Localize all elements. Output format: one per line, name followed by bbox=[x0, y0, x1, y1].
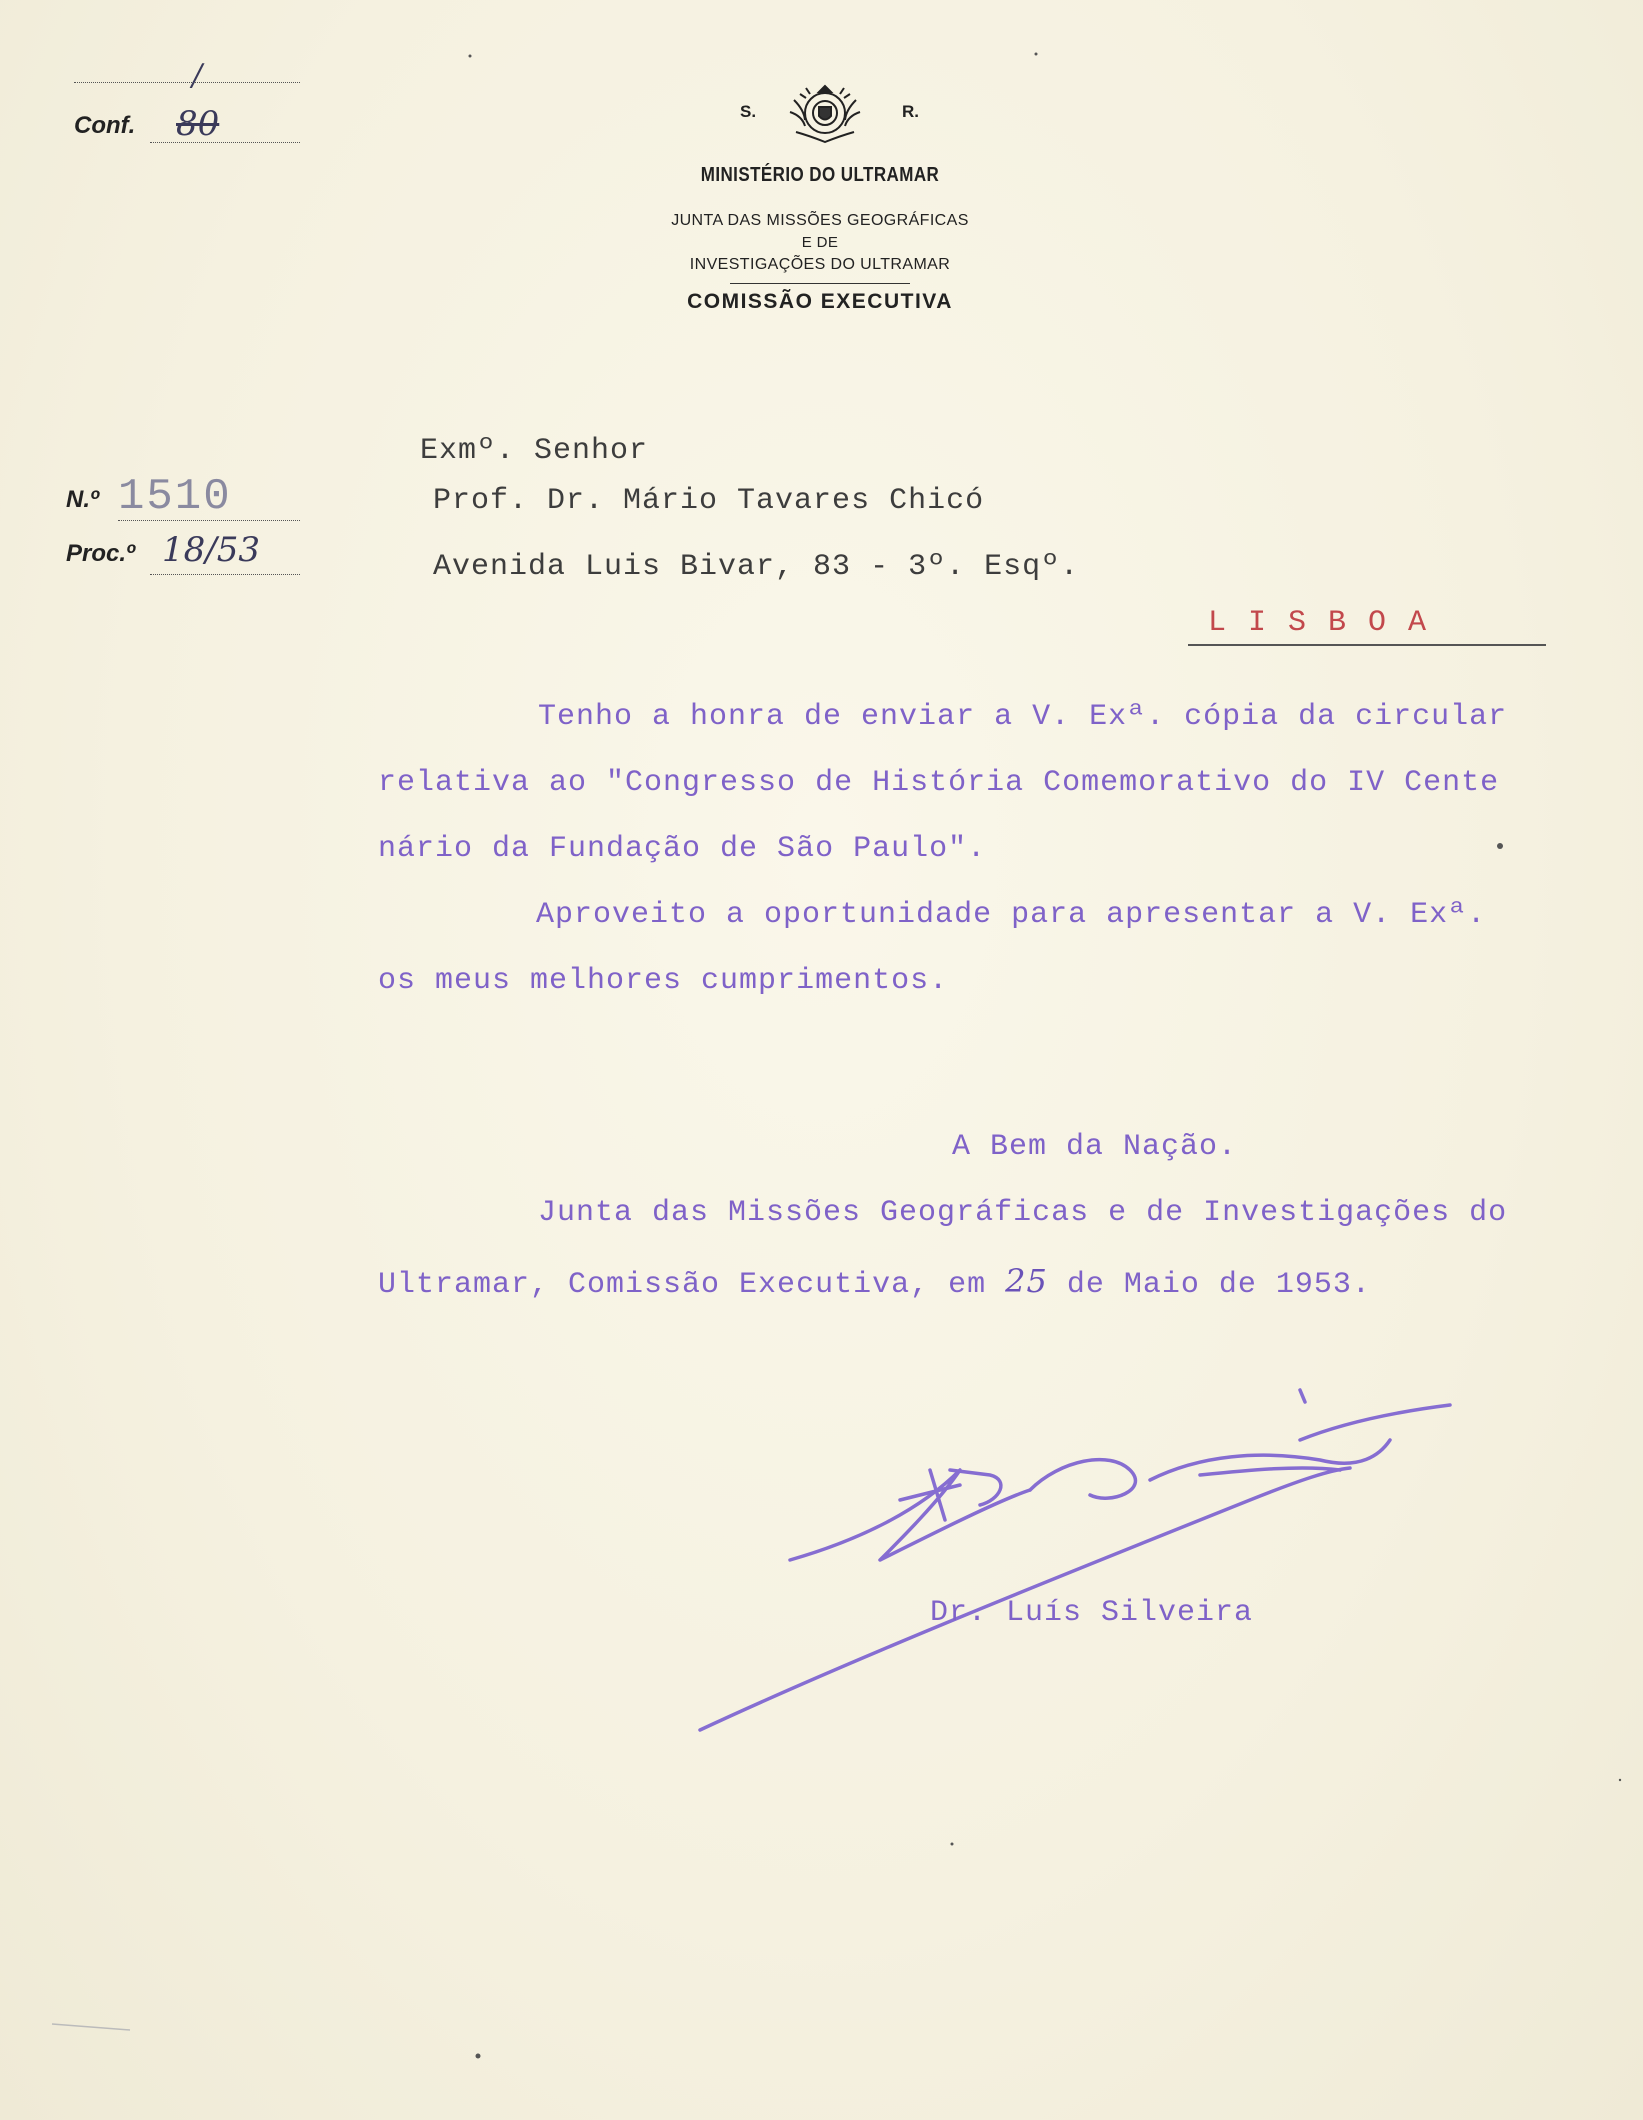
closing-line-1: Junta das Missões Geográficas e de Investigações do bbox=[538, 1196, 1508, 1230]
proc-value: 18/53 bbox=[162, 530, 260, 570]
proc-label: Proc.º bbox=[66, 540, 135, 567]
closing-line-2 bbox=[378, 1262, 1371, 1302]
number-label: N.º bbox=[66, 486, 99, 513]
conf-value: 80 bbox=[176, 104, 220, 144]
handwritten-day: 25 bbox=[1005, 1262, 1048, 1300]
body-line-2: relativa ao "Congresso de História Comemorativo do IV Cente bbox=[378, 766, 1500, 800]
body-line-5: os meus melhores cumprimentos. bbox=[378, 964, 949, 998]
body-line-4: Aproveito a oportunidade para apresentar a V. Exª. bbox=[536, 898, 1487, 932]
conf-label: Conf. bbox=[74, 112, 136, 139]
top-mark: / bbox=[192, 58, 203, 93]
proc-dotted-line bbox=[150, 574, 300, 575]
closing-line-2-start: Ultramar, Comissão Executiva, em bbox=[378, 1268, 1006, 1302]
address-city: LISBOA bbox=[1208, 606, 1449, 640]
number-value: 1510 bbox=[118, 472, 232, 522]
address-salutation: Exmº. Senhor bbox=[420, 434, 649, 468]
letterhead-divider bbox=[730, 283, 910, 284]
signatory-name: Dr. Luís Silveira bbox=[930, 1596, 1254, 1630]
body-line-3: nário da Fundação de São Paulo". bbox=[378, 832, 987, 866]
number-field bbox=[66, 486, 99, 514]
letterhead-crest-row bbox=[560, 80, 1080, 150]
body-line-1: Tenho a honra de enviar a V. Exª. cópia da circular bbox=[538, 700, 1508, 734]
ministry-name: MINISTÉRIO DO ULTRAMAR bbox=[700, 164, 940, 186]
top-dotted-line bbox=[74, 82, 300, 83]
closing-line-2-end: de Maio de 1953. bbox=[1047, 1268, 1371, 1302]
coat-of-arms-icon bbox=[786, 80, 864, 150]
conf-field bbox=[74, 112, 135, 140]
letterhead bbox=[560, 80, 1080, 314]
closing-motto: A Bem da Nação. bbox=[952, 1130, 1238, 1164]
conf-dotted-line bbox=[150, 142, 300, 143]
commission-name: COMISSÃO EXECUTIVA bbox=[687, 290, 953, 313]
address-name: Prof. Dr. Mário Tavares Chicó bbox=[433, 484, 985, 518]
proc-field bbox=[66, 540, 135, 568]
letterhead-left-letter: S. bbox=[740, 102, 757, 121]
address-street: Avenida Luis Bivar, 83 - 3º. Esqº. bbox=[433, 550, 1080, 584]
letterhead-right-letter: R. bbox=[902, 102, 919, 121]
junta-line-1: JUNTA DAS MISSÕES GEOGRÁFICAS bbox=[671, 212, 969, 229]
junta-line-2: E DE bbox=[801, 234, 839, 251]
junta-line-3: INVESTIGAÇÕES DO ULTRAMAR bbox=[689, 256, 951, 273]
city-underline bbox=[1188, 644, 1546, 646]
